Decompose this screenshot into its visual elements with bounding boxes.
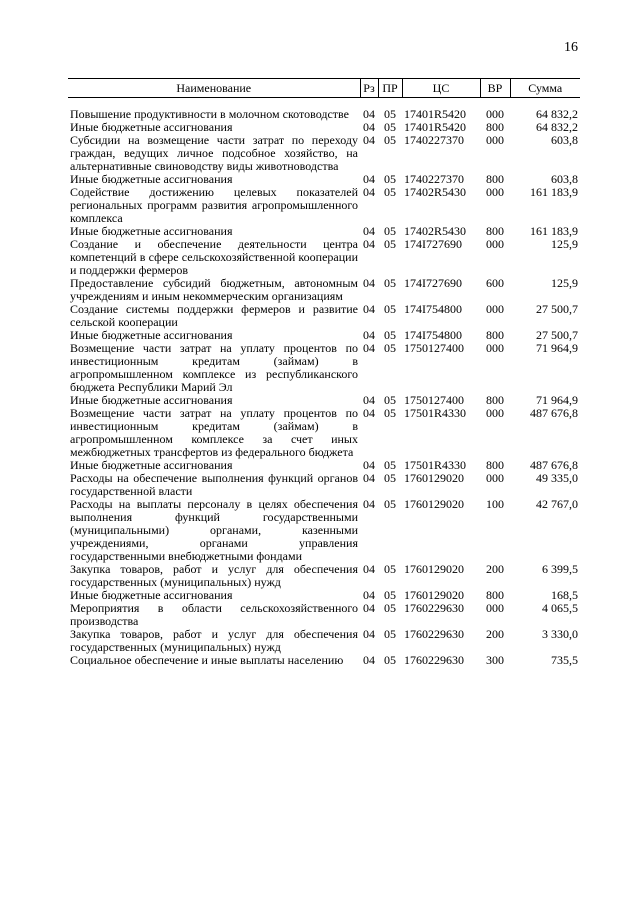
cell-name: Иные бюджетные ассигнования (70, 328, 233, 342)
cell-rz: 04 (363, 328, 375, 342)
table-row (68, 602, 580, 628)
cell-cs: 1760129020 (404, 497, 464, 511)
header-rz: Рз (360, 79, 378, 98)
table-row (68, 238, 580, 277)
cell-rz: 04 (363, 497, 375, 511)
table-row (68, 342, 580, 394)
cell-vr: 200 (486, 627, 504, 641)
cell-vr: 800 (486, 393, 504, 407)
cell-rz: 04 (363, 458, 375, 472)
cell-cs: 1740227370 (404, 133, 464, 147)
cell-cs: 174I754800 (404, 302, 462, 316)
cell-name: Повышение продуктивности в молочном скотоводстве (70, 107, 349, 121)
cell-rz: 04 (363, 172, 375, 186)
cell-sum: 71 964,9 (536, 341, 578, 355)
cell-rz: 04 (363, 562, 375, 576)
cell-pr: 05 (384, 458, 396, 472)
cell-vr: 000 (486, 237, 504, 251)
cell-name: Содействие достижению целевых показателей региональных программ развития агропромышленного комплекса (70, 185, 358, 225)
cell-name: Иные бюджетные ассигнования (70, 458, 233, 472)
cell-cs: 1750127400 (404, 341, 464, 355)
cell-rz: 04 (363, 406, 375, 420)
cell-sum: 603,8 (551, 172, 578, 186)
cell-pr: 05 (384, 224, 396, 238)
cell-rz: 04 (363, 133, 375, 147)
cell-pr: 05 (384, 237, 396, 251)
cell-pr: 05 (384, 562, 396, 576)
cell-sum: 487 676,8 (530, 458, 578, 472)
cell-pr: 05 (384, 185, 396, 199)
cell-name: Иные бюджетные ассигнования (70, 588, 233, 602)
cell-pr: 05 (384, 276, 396, 290)
table-header (68, 79, 580, 98)
cell-sum: 27 500,7 (536, 328, 578, 342)
cell-vr: 000 (486, 341, 504, 355)
cell-pr: 05 (384, 406, 396, 420)
cell-sum: 4 065,5 (542, 601, 578, 615)
cell-pr: 05 (384, 341, 396, 355)
cell-cs: 174I754800 (404, 328, 462, 342)
cell-cs: 1740227370 (404, 172, 464, 186)
table-row (68, 407, 580, 459)
cell-cs: 174I727690 (404, 237, 462, 251)
cell-cs: 17401R5420 (404, 120, 467, 134)
table-row (68, 186, 580, 225)
cell-pr: 05 (384, 588, 396, 602)
cell-pr: 05 (384, 107, 396, 121)
cell-sum: 64 832,2 (536, 107, 578, 121)
cell-name: Закупка товаров, работ и услуг для обеспечения государственных (муниципальных) нужд (70, 562, 358, 589)
cell-name: Расходы на выплаты персоналу в целях обеспечения выполнения функций государственными (муниципальными) органами, казенными учреждениями, органами управления государственными внебюджетными фондами (70, 497, 358, 563)
table-row (68, 563, 580, 589)
cell-vr: 800 (486, 172, 504, 186)
cell-vr: 000 (486, 471, 504, 485)
cell-pr: 05 (384, 328, 396, 342)
table-body (68, 98, 580, 668)
cell-sum: 125,9 (551, 237, 578, 251)
table-row (68, 303, 580, 329)
cell-rz: 04 (363, 393, 375, 407)
cell-cs: 1760229630 (404, 653, 464, 667)
cell-rz: 04 (363, 276, 375, 290)
cell-cs: 1760129020 (404, 562, 464, 576)
cell-rz: 04 (363, 653, 375, 667)
header-pr: ПР (378, 79, 402, 98)
cell-rz: 04 (363, 120, 375, 134)
cell-cs: 17501R4330 (404, 406, 467, 420)
cell-pr: 05 (384, 653, 396, 667)
cell-sum: 6 399,5 (542, 562, 578, 576)
cell-sum: 125,9 (551, 276, 578, 290)
cell-vr: 000 (486, 133, 504, 147)
header-row (68, 79, 580, 98)
cell-vr: 000 (486, 107, 504, 121)
cell-pr: 05 (384, 172, 396, 186)
cell-pr: 05 (384, 471, 396, 485)
cell-sum: 3 330,0 (542, 627, 578, 641)
cell-name: Возмещение части затрат на уплату процентов по инвестиционным кредитам (займам) в агропромышленном комплексе за счет иных межбюджетных трансфертов из федерального бюджета (70, 406, 358, 459)
cell-rz: 04 (363, 302, 375, 316)
cell-cs: 17402R5430 (404, 185, 467, 199)
cell-rz: 04 (363, 627, 375, 641)
cell-rz: 04 (363, 237, 375, 251)
cell-pr: 05 (384, 133, 396, 147)
table-row (68, 628, 580, 654)
cell-vr: 000 (486, 185, 504, 199)
cell-rz: 04 (363, 224, 375, 238)
table-row (68, 134, 580, 173)
cell-sum: 27 500,7 (536, 302, 578, 316)
cell-sum: 71 964,9 (536, 393, 578, 407)
cell-vr: 000 (486, 601, 504, 615)
cell-pr: 05 (384, 302, 396, 316)
cell-name: Иные бюджетные ассигнования (70, 172, 233, 186)
cell-rz: 04 (363, 185, 375, 199)
cell-rz: 04 (363, 107, 375, 121)
cell-vr: 800 (486, 224, 504, 238)
budget-table (68, 78, 580, 667)
cell-pr: 05 (384, 497, 396, 511)
cell-cs: 17402R5430 (404, 224, 467, 238)
cell-sum: 603,8 (551, 133, 578, 147)
cell-rz: 04 (363, 601, 375, 615)
cell-cs: 17401R5420 (404, 107, 467, 121)
cell-vr: 000 (486, 406, 504, 420)
table-row (68, 98, 580, 122)
cell-vr: 800 (486, 328, 504, 342)
cell-pr: 05 (384, 601, 396, 615)
cell-name: Возмещение части затрат на уплату процентов по инвестиционным кредитам (займам) в агропромышленном комплексе из республиканского бюджета Республики Марий Эл (70, 341, 358, 394)
cell-name: Создание системы поддержки фермеров и развитие сельской кооперации (70, 302, 358, 329)
cell-cs: 1760229630 (404, 601, 464, 615)
table-row (68, 472, 580, 498)
cell-name: Социальное обеспечение и иные выплаты населению (70, 653, 344, 667)
cell-name: Иные бюджетные ассигнования (70, 120, 233, 134)
cell-cs: 1750127400 (404, 393, 464, 407)
header-sum: Сумма (510, 79, 580, 98)
cell-sum: 49 335,0 (536, 471, 578, 485)
cell-sum: 168,5 (551, 588, 578, 602)
table-row (68, 654, 580, 667)
cell-vr: 800 (486, 120, 504, 134)
page-number: 16 (564, 40, 578, 55)
cell-vr: 100 (486, 497, 504, 511)
cell-cs: 1760229630 (404, 627, 464, 641)
cell-name: Иные бюджетные ассигнования (70, 393, 233, 407)
cell-vr: 200 (486, 562, 504, 576)
cell-rz: 04 (363, 471, 375, 485)
cell-vr: 800 (486, 458, 504, 472)
cell-vr: 800 (486, 588, 504, 602)
header-vr: ВР (480, 79, 510, 98)
cell-pr: 05 (384, 393, 396, 407)
cell-rz: 04 (363, 588, 375, 602)
cell-name: Создание и обеспечение деятельности центра компетенций в сфере сельскохозяйственной кооперации и поддержки фермеров (70, 237, 358, 277)
header-name: Наименование (68, 79, 360, 98)
cell-sum: 161 183,9 (530, 185, 578, 199)
cell-cs: 1760129020 (404, 588, 464, 602)
table-row (68, 498, 580, 563)
cell-name: Субсидии на возмещение части затрат по переходу граждан, ведущих личное подсобное хозяйство, на альтернативные свиноводству виды животноводства (70, 133, 358, 173)
cell-cs: 1760129020 (404, 471, 464, 485)
cell-vr: 000 (486, 302, 504, 316)
cell-cs: 17501R4330 (404, 458, 467, 472)
header-cs: ЦС (402, 79, 480, 98)
cell-vr: 300 (486, 653, 504, 667)
cell-sum: 735,5 (551, 653, 578, 667)
cell-name: Иные бюджетные ассигнования (70, 224, 233, 238)
cell-pr: 05 (384, 120, 396, 134)
cell-sum: 487 676,8 (530, 406, 578, 420)
cell-sum: 161 183,9 (530, 224, 578, 238)
cell-name: Расходы на обеспечение выполнения функций органов государственной власти (70, 471, 358, 498)
cell-name: Мероприятия в области сельскохозяйственного производства (70, 601, 358, 628)
cell-cs: 174I727690 (404, 276, 462, 290)
table-row (68, 277, 580, 303)
cell-sum: 64 832,2 (536, 120, 578, 134)
cell-sum: 42 767,0 (536, 497, 578, 511)
cell-name: Предоставление субсидий бюджетным, автономным учреждениям и иным некоммерческим организациям (70, 276, 358, 303)
cell-name: Закупка товаров, работ и услуг для обеспечения государственных (муниципальных) нужд (70, 627, 358, 654)
cell-rz: 04 (363, 341, 375, 355)
cell-vr: 600 (486, 276, 504, 290)
cell-pr: 05 (384, 627, 396, 641)
